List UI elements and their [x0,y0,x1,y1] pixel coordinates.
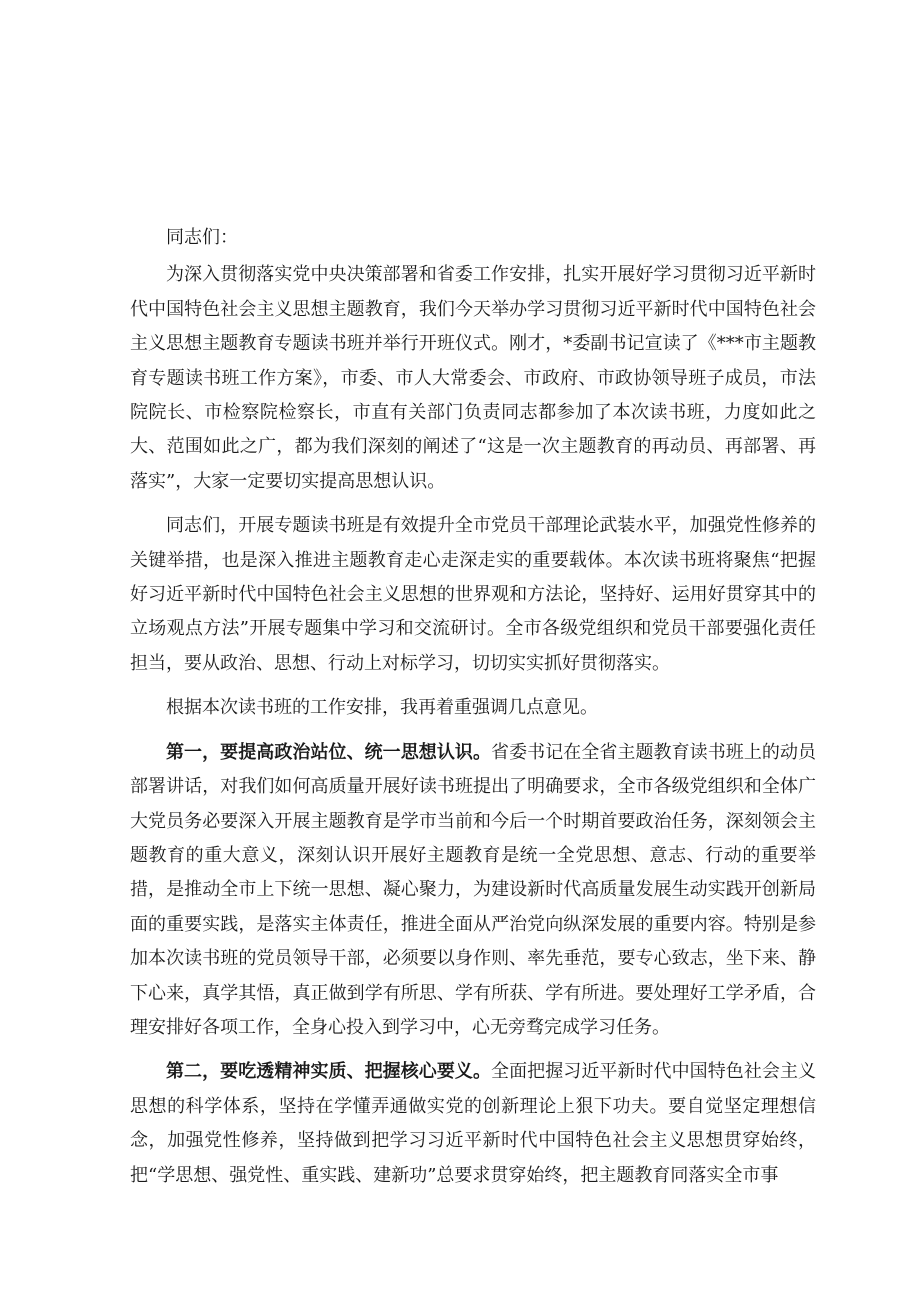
paragraph-text: 全面把握习近平新时代中国特色社会主义思想的科学体系，坚持在学懂弄通做实党的创新理论上狠下功夫。要自觉坚定理想信念，加强党性修养，坚持做到把学习习近平新时代中国特色社会主义思想贯穿始终，把“学思想、强党性、重实践、建新功”总要求贯穿始终，把主题教育同落实全市事 [130,1061,817,1186]
paragraph-intro [130,258,816,499]
paragraph-text: 同志们，开展专题读书班是有效提升全市党员干部理论武装水平，加强党性修养的关键举措，也是深入推进主题教育走心走深走实的重要载体。本次读书班将聚焦“把握好习近平新时代中国特色社会主义思想的世界观和方法论，坚持好、运用好贯穿其中的立场观点方法”开展专题集中学习和交流研讨。全市各级党组织和党员干部要强化责任担当，要从政治、思想、行动上对标学习，切切实实抓好贯彻落实。 [130,515,816,674]
paragraph-text: 省委书记在全省主题教育读书班上的动员部署讲话，对我们如何高质量开展好读书班提出了明确要求，全市各级党组织和全体广大党员务必要深入开展主题教育是学市当前和今后一个时期首要政治任务，深刻领会主题教育的重大意义，深刻认识开展好主题教育是统一全党思想、意志、行动的重要举措，是推动全市上下统一思想、凝心聚力，为建设新时代高质量发展生动实践开创新局面的重要实践，是落实主体责任，推进全面从严治党向纵深发展的重要内容。特别是参加本次读书班的党员领导干部，必须要以身作则、率先垂范，要专心致志，坐下来、静下心来，真学其悟，真正做到学有所思、学有所获、学有所进。要处理好工学矛盾，合理安排好各项工作，全身心投入到学习中，心无旁骛完成学习任务。 [130,741,817,1038]
paragraph-transition [130,691,816,725]
document-body [130,221,816,1203]
paragraph-text: 根据本次读书班的工作安排，我再着重强调几点意见。 [166,697,598,719]
paragraph-text: 为深入贯彻落实党中央决策部署和省委工作安排，扎实开展好学习贯彻习近平新时代中国特色社会主义思想主题教育，我们今天举办学习贯彻习近平新时代中国特色社会主义思想主题教育专题读书班并举行开班仪式。刚才，*委副书记宣读了《***市主题教育专题读书班工作方案》，市委、市人大常委会、市政府、市政协领导班子成员，市法院院长、市检察院检察长，市直有关部门负责同志都参加了本次读书班，力度如此之大、范围如此之广，都为我们深刻的阐述了“这是一次主题教育的再动员、再部署、再落实”，大家一定要切实提高思想认识。 [130,264,816,492]
salutation: 同志们： [166,227,238,248]
paragraph-lead-heading: 第一，要提高政治站位、统一思想认识。 [166,741,492,763]
paragraph-point-two [130,1055,816,1193]
paragraph-reading-class [130,509,816,681]
paragraph-lead-heading: 第二，要吃透精神实质、把握核心要义。 [166,1061,492,1083]
paragraph-point-one [130,736,816,1046]
